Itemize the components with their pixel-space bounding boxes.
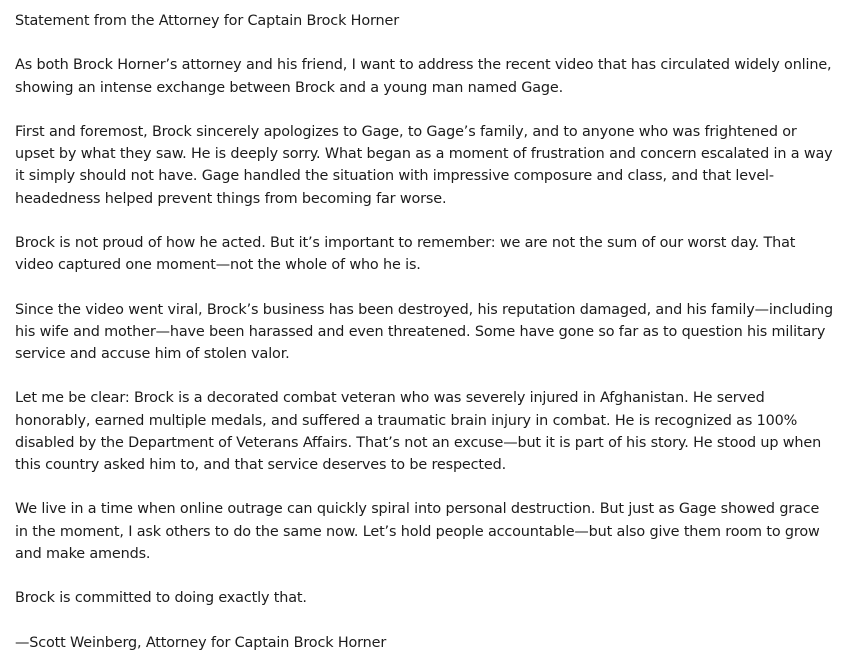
paragraph-line: Brock is not proud of how he acted. But it’s important to remember: we are not the sum of our worst day. That — [15, 234, 796, 251]
signature: —Scott Weinberg, Attorney for Captain Brock Horner — [15, 634, 387, 651]
paragraph-outrage — [15, 498, 846, 565]
paragraph-line: and make amends. — [15, 545, 151, 562]
paragraph-line: honorably, earned multiple medals, and suffered a traumatic brain injury in combat. He is recognized as 100% — [15, 412, 798, 429]
paragraph-line: it simply should not have. Gage handled the situation with impressive composure and class, and that level- — [15, 168, 774, 185]
paragraph-line: First and foremost, Brock sincerely apologizes to Gage, to Gage’s family, and to anyone who was frightened or — [15, 123, 797, 140]
paragraph-line: upset by what they saw. He is deeply sorry. What began as a moment of frustration and concern escalated in a way — [15, 146, 833, 163]
paragraph-line: in the moment, I ask others to do the same now. Let’s hold people accountable—but also give them room to grow — [15, 523, 820, 540]
paragraph-line: Let me be clear: Brock is a decorated combat veteran who was severely injured in Afghanistan. He served — [15, 390, 765, 407]
paragraph-line: disabled by the Department of Veterans Affairs. That’s not an excuse—but it is part of his story. He stood up when — [15, 434, 822, 451]
paragraph-line: Brock is committed to doing exactly that. — [15, 590, 307, 607]
paragraph-line: service and accuse him of stolen valor. — [15, 345, 290, 362]
paragraph-consequences — [15, 299, 846, 366]
paragraph-intro — [15, 54, 846, 98]
paragraph-line: showing an intense exchange between Brock and a young man named Gage. — [15, 79, 564, 96]
paragraph-line: video captured one moment—not the whole of who he is. — [15, 257, 421, 274]
paragraph-line: We live in a time when online outrage can quickly spiral into personal destruction. But just as Gage showed grace — [15, 501, 820, 518]
paragraph-commitment — [15, 587, 846, 609]
paragraph-not-proud — [15, 232, 846, 276]
paragraph-line: his wife and mother—have been harassed and even threatened. Some have gone so far as to question his military — [15, 323, 826, 340]
paragraph-apology — [15, 121, 846, 210]
paragraph-service — [15, 387, 846, 476]
paragraph-line: this country asked him to, and that service deserves to be respected. — [15, 456, 507, 473]
paragraph-line: As both Brock Horner’s attorney and his friend, I want to address the recent video that has circulated widely online, — [15, 57, 832, 74]
statement-title: Statement from the Attorney for Captain Brock Horner — [15, 13, 399, 29]
paragraph-line: headedness helped prevent things from becoming far worse. — [15, 190, 447, 207]
paragraph-line: Since the video went viral, Brock’s business has been destroyed, his reputation damaged, and his family—including — [15, 301, 834, 318]
